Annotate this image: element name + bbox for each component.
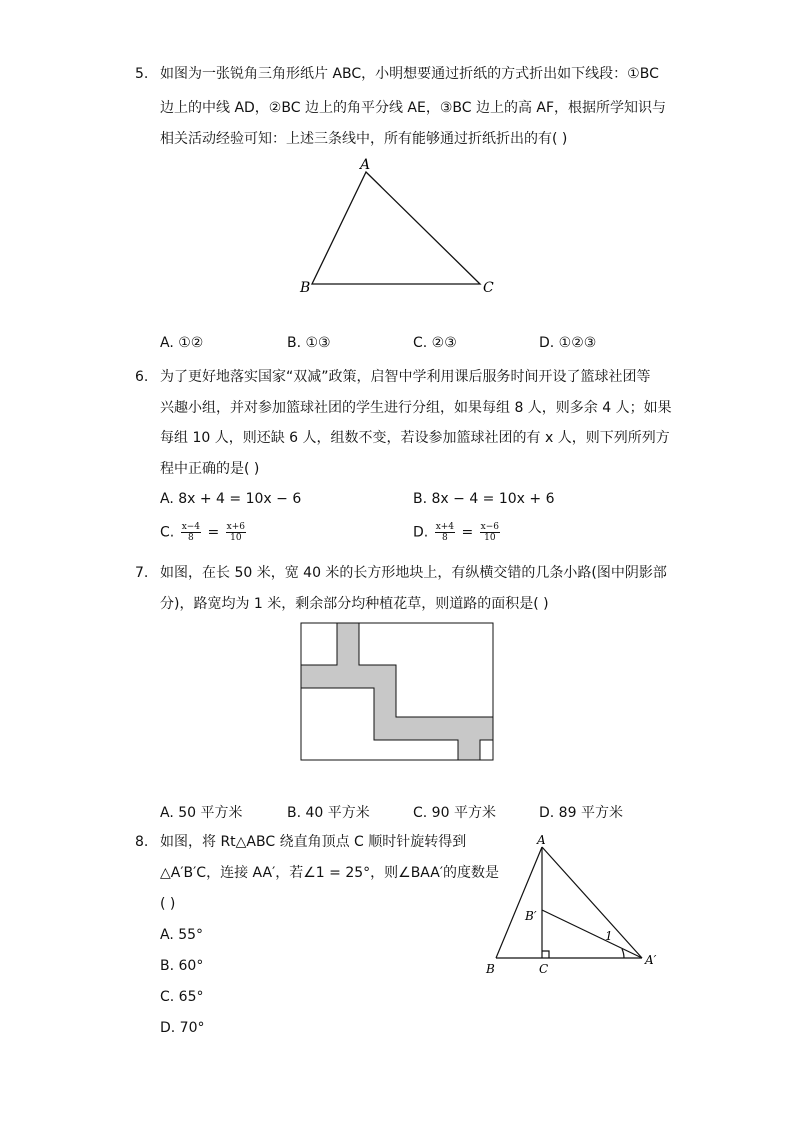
label-c: C	[483, 280, 494, 296]
q7-option-c[interactable]: C. 90 平方米	[413, 805, 496, 821]
q6-option-c[interactable]	[160, 522, 248, 543]
label-a: A	[360, 157, 371, 173]
horizontal-path-upper	[301, 665, 396, 688]
q6-text-line2: 兴趣小组，并对参加篮球社团的学生进行分组，如果每组 8 人，则多余 4 人；如果	[160, 400, 672, 416]
q5-option-d[interactable]: D. ①②③	[539, 335, 597, 351]
vertical-path-bottom	[458, 740, 480, 760]
q6-option-c-equals: =	[207, 524, 220, 541]
label-c: C	[539, 962, 549, 976]
q7-rectangle-figure	[300, 622, 496, 762]
q5-option-c[interactable]: C. ②③	[413, 335, 457, 351]
q5-text-line2: 边上的中线 AD，②BC 边上的角平分线 AE，③BC 边上的高 AF，根据所学知识与	[160, 100, 667, 116]
q6-option-c-label: C.	[160, 524, 175, 541]
q6-option-d-equals: =	[461, 524, 474, 541]
q7-option-b[interactable]: B. 40 平方米	[287, 805, 370, 821]
q5-number: 5.	[135, 66, 149, 82]
q5-option-a[interactable]: A. ①②	[160, 335, 204, 351]
q6-option-c-frac-right: $\frac{x+6}{10}$	[226, 522, 246, 543]
label-angle-1: 1	[605, 929, 613, 943]
q6-text-line1: 为了更好地落实国家“双减”政策，启智中学利用课后服务时间开设了篮球社团等	[160, 369, 651, 385]
horizontal-path-lower	[374, 717, 493, 740]
q8-text-line2: △A′B′C，连接 AA′，若∠1 = 25°，则∠BAA′的度数是	[160, 865, 500, 881]
q6-option-d-frac-right: $\frac{x-6}{10}$	[480, 522, 500, 543]
q6-option-c-frac-left: $\frac{x-4}{8}$	[181, 522, 201, 543]
q6-option-d-label: D.	[413, 524, 429, 541]
vertical-path-middle	[374, 688, 396, 717]
q6-option-d[interactable]	[413, 522, 502, 543]
q6-text-line3: 每组 10 人，则还缺 6 人，组数不变，若设参加篮球社团的有 x 人，则下列所列方	[160, 430, 670, 446]
q8-option-a[interactable]: A. 55°	[160, 927, 204, 943]
q8-text-line1: 如图，将 Rt△ABC 绕直角顶点 C 顺时针旋转得到	[160, 834, 467, 850]
q8-option-c[interactable]: C. 65°	[160, 989, 204, 1005]
q7-number: 7.	[135, 565, 149, 581]
q8-option-d[interactable]: D. 70°	[160, 1020, 205, 1036]
q5-option-b[interactable]: B. ①③	[287, 335, 331, 351]
label-b: B	[486, 962, 495, 976]
label-b: B	[300, 280, 311, 296]
label-a: A	[537, 833, 546, 847]
q6-option-b[interactable]: B. 8x − 4 = 10x + 6	[413, 491, 555, 507]
q8-option-b[interactable]: B. 60°	[160, 958, 204, 974]
label-a-prime: A′	[645, 953, 657, 967]
q6-option-d-frac-left: $\frac{x+4}{8}$	[435, 522, 455, 543]
q8-rotation-figure	[480, 832, 665, 982]
q6-text-line4: 程中正确的是( )	[160, 461, 260, 477]
q6-option-a[interactable]: A. 8x + 4 = 10x − 6	[160, 491, 302, 507]
q5-text-line3: 相关活动经验可知：上述三条线中，所有能够通过折纸折出的有( )	[160, 131, 568, 147]
q5-triangle-figure	[290, 150, 510, 300]
q8-text-line3: ( )	[160, 896, 176, 912]
q7-text-line1: 如图，在长 50 米，宽 40 米的长方形地块上，有纵横交错的几条小路(图中阴影部	[160, 565, 667, 581]
q8-number: 8.	[135, 834, 149, 850]
vertical-path-top	[337, 623, 359, 665]
q7-text-line2: 分)，路宽均为 1 米，剩余部分均种植花草，则道路的面积是( )	[160, 596, 549, 612]
q6-number: 6.	[135, 369, 149, 385]
q7-option-d[interactable]: D. 89 平方米	[539, 805, 623, 821]
q7-option-a[interactable]: A. 50 平方米	[160, 805, 243, 821]
q5-text-line1: 如图为一张锐角三角形纸片 ABC，小明想要通过折纸的方式折出如下线段：①BC	[160, 66, 659, 82]
label-b-prime: B′	[525, 909, 537, 923]
